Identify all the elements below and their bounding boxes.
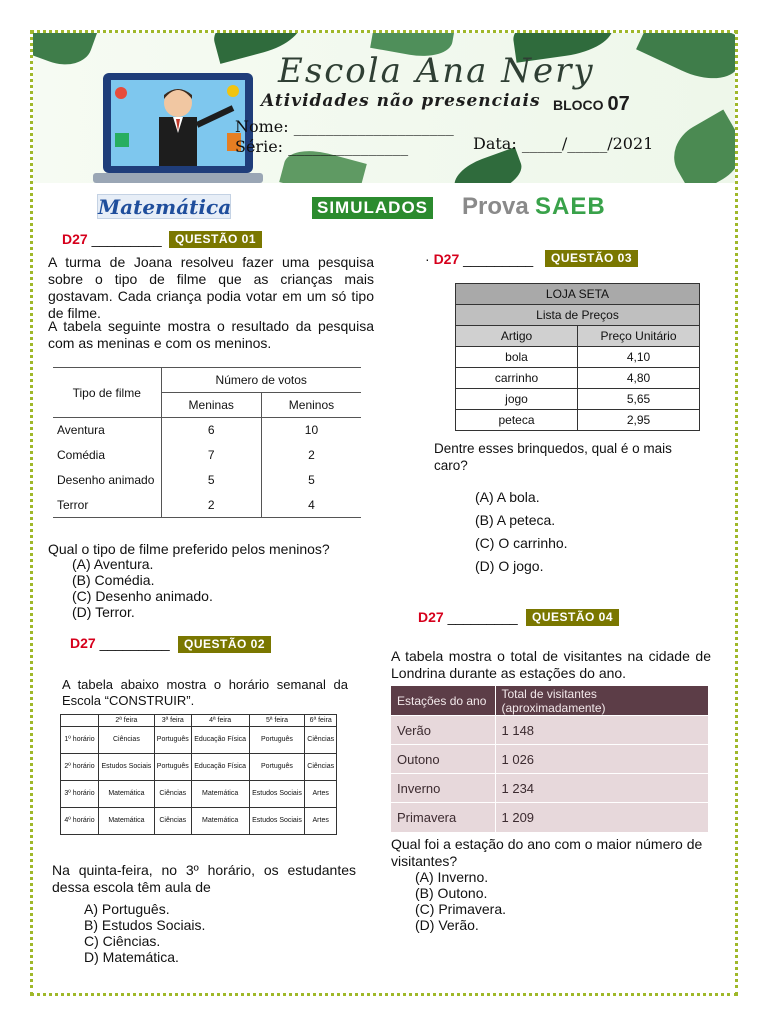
q2-cell: Matemática — [99, 808, 155, 835]
q3-option-d[interactable]: (D) O jogo. — [475, 558, 544, 574]
table-row — [53, 493, 361, 518]
q2-option-c[interactable]: C) Ciências. — [84, 933, 161, 949]
q1-boys-cell: 5 — [261, 468, 361, 493]
table-row — [53, 468, 361, 493]
q1-text2: A tabela seguinte mostra o resultado da pesquisa com as meninas e com os meninos. — [48, 318, 374, 351]
q2-cell: Estudos Sociais — [249, 808, 305, 835]
q2-day-header: 3ª feira — [154, 715, 191, 727]
q4-visitors-table — [391, 685, 708, 832]
q1-badge: QUESTÃO 01 — [169, 231, 262, 248]
q2-cell: Matemática — [191, 781, 249, 808]
leaf-decoration — [636, 33, 735, 92]
q2-slot: 4º horário — [61, 808, 99, 835]
q3-col-item: Artigo — [456, 326, 578, 347]
q3-question: Dentre esses brinquedos, qual é o mais caro? — [434, 441, 672, 473]
q3-col-price: Preço Unitário — [578, 326, 700, 347]
q2-cell: Estudos Sociais — [249, 781, 305, 808]
table-row — [61, 808, 337, 835]
q1-question: Qual o tipo de filme preferido pelos meninos? — [48, 541, 330, 557]
q2-day-header: 4ª feira — [191, 715, 249, 727]
q3-item-cell: jogo — [456, 389, 578, 410]
table-row — [391, 803, 708, 832]
q2-slot: 3º horário — [61, 781, 99, 808]
table-row — [61, 754, 337, 781]
q2-day-header: 6ª feira — [305, 715, 337, 727]
q1-option-a[interactable]: (A) Aventura. — [72, 556, 154, 572]
q1-type-cell: Terror — [53, 493, 161, 518]
q2-cell: Educação Física — [191, 727, 249, 754]
q1-girls-cell: 6 — [161, 418, 261, 443]
q3-price-cell: 2,95 — [578, 410, 700, 431]
q2-corner-cell — [61, 715, 99, 727]
q2-day-header: 2ª feira — [99, 715, 155, 727]
q1-code — [62, 231, 162, 247]
q1-col-boys: Meninos — [261, 393, 361, 418]
q4-option-c[interactable]: (C) Primavera. — [415, 901, 507, 917]
q3-price-table — [455, 283, 700, 431]
saeb-label: SAEB — [535, 193, 606, 220]
table-row — [456, 347, 700, 368]
q2-cell: Português — [249, 754, 305, 781]
q1-option-c[interactable]: (C) Desenho animado. — [72, 588, 213, 604]
q4-option-a[interactable]: (A) Inverno. — [415, 869, 489, 885]
q3-code — [425, 251, 533, 267]
table-row — [61, 781, 337, 808]
q3-badge: QUESTÃO 03 — [545, 250, 638, 267]
bloco-text: BLOCO — [553, 97, 604, 113]
q2-slot: 1º horário — [61, 727, 99, 754]
q1-boys-cell: 2 — [261, 443, 361, 468]
q2-text: A tabela abaixo mostra o horário semanal da Escola “CONSTRUIR”. — [62, 677, 348, 708]
q3-price-cell: 4,10 — [578, 347, 700, 368]
q4-season-cell: Primavera — [391, 803, 495, 832]
name-field[interactable]: Nome: ____________________ — [235, 117, 454, 136]
q4-season-cell: Outono — [391, 745, 495, 774]
q1-type-cell: Comédia — [57, 448, 106, 462]
q3-option-c[interactable]: (C) O carrinho. — [475, 535, 568, 551]
q2-schedule-table — [60, 714, 337, 835]
q4-total-cell: 1 209 — [495, 803, 708, 832]
q2-code — [70, 635, 170, 651]
q4-col-season: Estações do ano — [391, 686, 495, 716]
q1-text: A turma de Joana resolveu fazer uma pesquisa sobre o tipo de filme que as crianças mais gostavam. Cada criança podia votar em um só tipo de filme. — [48, 254, 374, 321]
q1-girls-cell: 2 — [161, 493, 261, 518]
q2-code-text: D27 — [70, 635, 96, 651]
q3-prefix: · — [425, 251, 430, 267]
q2-cell: Artes — [305, 781, 337, 808]
school-name: Escola Ana Nery — [278, 51, 595, 91]
q2-cell: Português — [154, 754, 191, 781]
q2-option-a[interactable]: A) Português. — [84, 901, 170, 917]
q1-girls-cell: 7 — [161, 443, 261, 468]
table-row — [391, 745, 708, 774]
q1-col-votes: Número de votos — [161, 368, 361, 393]
q2-cell: Ciências — [99, 727, 155, 754]
q2-cell: Ciências — [305, 727, 337, 754]
q1-option-b[interactable]: (B) Comédia. — [72, 572, 155, 588]
q1-type-cell: Desenho animado — [57, 473, 155, 487]
bloco-number: 07 — [607, 93, 630, 115]
date-field[interactable]: Data: _____/_____/2021 — [473, 134, 654, 153]
q4-text: A tabela mostra o total de visitantes na cidade de Londrina durante as estações do ano. — [391, 648, 711, 681]
q2-cell: Ciências — [154, 781, 191, 808]
q3-list-title: Lista de Preços — [456, 305, 700, 326]
q2-cell: Matemática — [99, 781, 155, 808]
activity-subtitle: Atividades não presenciais — [261, 91, 541, 111]
simulados-badge: SIMULADOS — [312, 197, 433, 219]
table-row — [391, 716, 708, 745]
q1-boys-cell: 4 — [261, 493, 361, 518]
q2-cell: Ciências — [305, 754, 337, 781]
q3-answer-line[interactable]: _________ — [463, 251, 534, 267]
table-row — [391, 774, 708, 803]
q1-votes-table — [53, 367, 361, 518]
q3-item-cell: peteca — [456, 410, 578, 431]
q4-col-total: Total de visitantes (aproximadamente) — [495, 686, 708, 716]
table-row — [53, 418, 361, 443]
q2-cell: Ciências — [154, 808, 191, 835]
q4-code-text: D27 — [418, 609, 444, 625]
prova-label: Prova — [462, 193, 529, 220]
q2-cell: Português — [154, 727, 191, 754]
leaf-decoration — [33, 33, 99, 73]
q2-cell: Artes — [305, 808, 337, 835]
q1-col-girls: Meninas — [161, 393, 261, 418]
q2-option-d[interactable]: D) Matemática. — [84, 949, 179, 965]
q2-cell: Matemática — [191, 808, 249, 835]
q2-cell: Educação Física — [191, 754, 249, 781]
table-row — [53, 443, 361, 468]
q1-boys-cell: 10 — [261, 418, 361, 443]
q4-answer-line[interactable]: _________ — [447, 609, 518, 625]
table-row — [456, 389, 700, 410]
serie-field[interactable]: Série: _______________ — [235, 137, 409, 156]
q1-col-type: Tipo de filme — [53, 368, 161, 418]
q3-item-cell: bola — [456, 347, 578, 368]
q2-slot: 2º horário — [61, 754, 99, 781]
table-row — [456, 410, 700, 431]
q4-badge: QUESTÃO 04 — [526, 609, 619, 626]
q4-total-cell: 1 026 — [495, 745, 708, 774]
q4-season-cell: Inverno — [391, 774, 495, 803]
q3-price-cell: 5,65 — [578, 389, 700, 410]
q1-girls-cell: 5 — [161, 468, 261, 493]
q3-item-cell: carrinho — [456, 368, 578, 389]
q2-answer-line[interactable]: _________ — [99, 635, 170, 651]
q1-type-cell: Aventura — [57, 423, 105, 438]
q4-total-cell: 1 234 — [495, 774, 708, 803]
q3-store-name: LOJA SETA — [456, 284, 700, 305]
leaf-decoration — [663, 110, 735, 183]
header-banner — [33, 33, 735, 183]
q3-price-cell: 4,80 — [578, 368, 700, 389]
q1-option-d[interactable]: (D) Terror. — [72, 604, 135, 620]
subject-label: Matemática — [98, 195, 232, 219]
q4-option-b[interactable]: (B) Outono. — [415, 885, 488, 901]
q2-question: Na quinta-feira, no 3º horário, os estudantes dessa escola têm aula de — [52, 862, 356, 895]
q3-code-text: D27 — [433, 251, 460, 267]
q1-code-text: D27 — [62, 231, 88, 247]
q4-season-cell: Verão — [391, 716, 495, 745]
q4-code — [418, 609, 518, 625]
table-row — [456, 368, 700, 389]
q2-cell: Português — [249, 727, 305, 754]
q2-badge: QUESTÃO 02 — [178, 636, 271, 653]
q4-total-cell: 1 148 — [495, 716, 708, 745]
q4-question: Qual foi a estação do ano com o maior número de visitantes? — [391, 836, 703, 869]
q2-day-header: 5ª feira — [249, 715, 305, 727]
q3-option-a[interactable]: (A) A bola. — [475, 489, 540, 505]
table-row — [61, 727, 337, 754]
q1-answer-line[interactable]: _________ — [91, 231, 162, 247]
q4-option-d[interactable]: (D) Verão. — [415, 917, 479, 933]
q2-cell: Estudos Sociais — [99, 754, 155, 781]
bloco-label — [553, 93, 630, 116]
q3-option-b[interactable]: (B) A peteca. — [475, 512, 556, 528]
q2-option-b[interactable]: B) Estudos Sociais. — [84, 917, 206, 933]
